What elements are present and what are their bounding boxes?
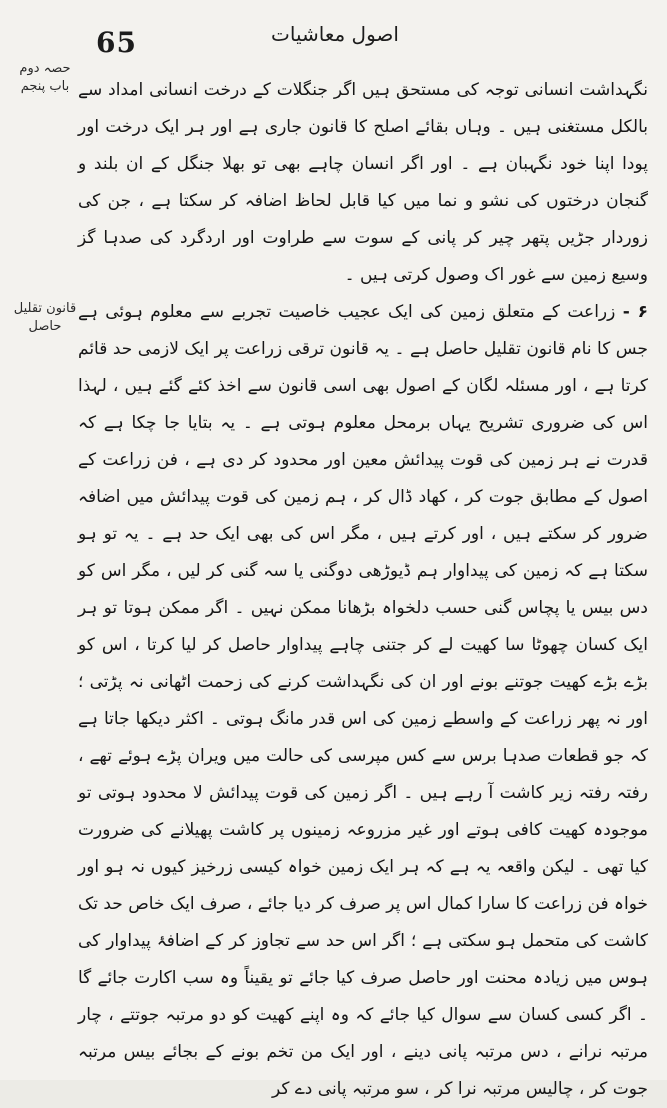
paragraph-number: ۶ - <box>622 302 648 322</box>
paragraph-6-text: زراعت کے متعلق زمین کی ایک عجیب خاصیت تجربے سے معلوم ہوئی ہے جس کا نام قانون تقلیل حاصل ہے ۔ یہ قانون ترقی زراعت پر ایک لازمی حد قائم کرتا ہے ، اور مسئلہ لگان کے اصول بھی اسی قانون سے اخذ کئے گئے ہیں ، لہذا اس کی ضروری تشریح یہاں برمحل معلوم ہوتی ہے ۔ یہ بتایا جا چکا ہے کہ قدرت نے ہر زمین کی قوت پیدائش معین اور محدود کر دی ہے ، فن زراعت کے اصول کے مطابق جوت کر ، کھاد ڈال کر ، ہم زمین کی قوت پیدائش میں اضافہ ضرور کر سکتے ہیں ، اور کرتے ہیں ، مگر اس کی بھی ایک حد ہے ۔ یہ تو ہو سکتا ہے کہ زمین کی پیداوار ہم ڈیوڑھی دوگنی یا سہ گنی کر لیں ، مگر اس کو دس بیس یا پچاس گنی حسب دلخواہ بڑھانا ممکن نہیں ۔ اگر ممکن ہوتا تو ہر ایک کسان چھوٹا سا کھیت لے کر جتنی چاہے پیداوار حاصل کر لیا کرتا ، اس کو بڑے بڑے کھیت جوتنے بونے اور ان کی نگہداشت کرنے کی زحمت اٹھانی نہ پڑتی ؛ اور نہ پھر زراعت کے واسطے زمین کی اس قدر مانگ ہوتی ۔ اکثر دیکھا جاتا ہے کہ جو قطعات صدہا برس سے کس مپرسی کی حالت میں ویران پڑے ہوئے تھے ، رفتہ رفتہ زیر کاشت آ رہے ہیں ۔ اگر زمین کی قوت پیدائش لا محدود ہوتی تو موجودہ کھیت کافی ہوتے اور غیر مزروعہ زمینوں پر کاشت پھیلانے کی ضرورت کیا تھی ۔ لیکن واقعہ یہ ہے کہ ہر ایک زمین خواہ کیسی زرخیز کیوں نہ ہو اور خواہ فن زراعت کا سارا کمال اس پر صرف کر دیا جائے ، صرف ایک خاص حد تک کاشت کی متحمل ہو سکتی ہے ؛ اگر اس حد سے تجاوز کر کے اضافۂ پیداوار کی ہوس میں زیادہ محنت اور حاصل صرف کیا جائے تو یقیناً وہ سب اکارت جائے گا ۔ اگر کسی کسان سے سوال کیا جائے کہ وہ اپنے کھیت کو دو مرتبہ جوتتے ، چار مرتبہ نرانے ، دس مرتبہ پانی دینے ، اور ایک من تخم بونے کے بجائے بیس مرتبہ جوت کر ، چالیس مرتبہ نرا کر ، سو مرتبہ پانی دے کر <box>78 302 648 1099</box>
paragraph-6 <box>78 294 648 1108</box>
paragraph-continued: نگہداشت انسانی توجہ کی مستحق ہیں اگر جنگلات کے درخت انسانی امداد سے بالکل مستغنی ہیں ۔ وہاں بقائے اصلح کا قانون جاری ہے اور ہر ایک درخت اور پودا اپنا خود نگہبان ہے ۔ اور اگر انسان چاہے بھی تو بھلا جنگل کے ان بلند و گنجان درختوں کی نشو و نما میں کیا قابل لحاظ اضافہ کر سکتا ہے ، جن کی زوردار جڑیں پتھر چیر کر پانی کے سوت سے طراوت اور اردگرد کی صدہا گز وسیع زمین سے غور اک وصول کرتی ہیں ۔ <box>78 80 648 285</box>
body-text <box>78 72 648 1108</box>
margin-section-label: حصہ دوم باب پنجم <box>19 61 71 94</box>
margin-topic-note: قانون تقلیل حاصل <box>13 301 77 334</box>
page-header <box>0 0 667 70</box>
page-number: 65 <box>96 26 137 59</box>
running-title: اصول معاشیات <box>271 22 399 46</box>
